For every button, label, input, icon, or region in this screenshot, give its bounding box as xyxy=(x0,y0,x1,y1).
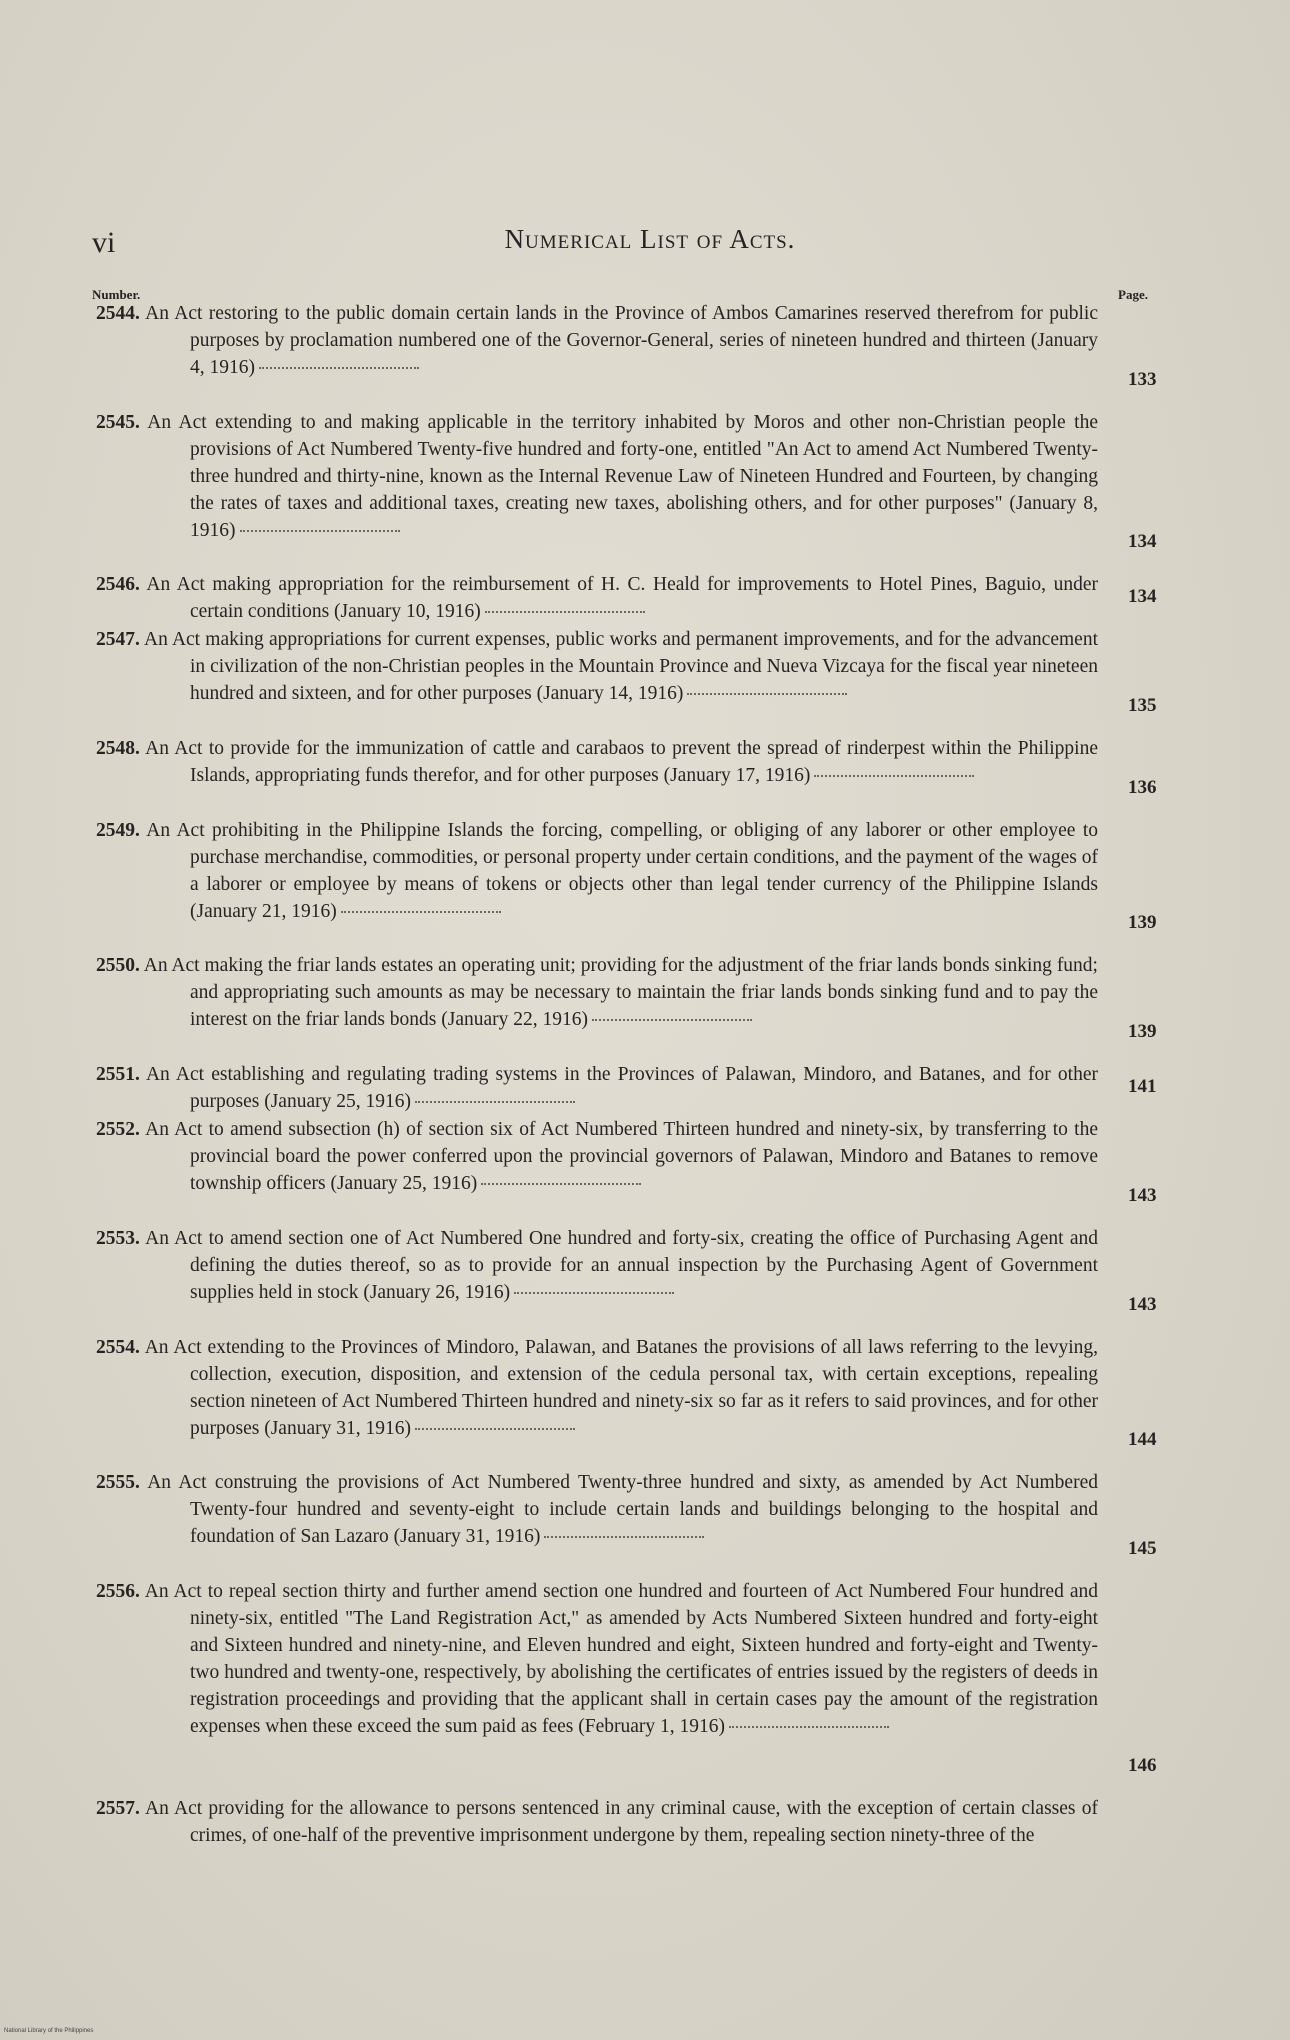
act-description: An Act making appropriation for the reimbursement of H. C. Heald for improvements to Hotel Pines, Baguio, under certain conditions (January 10, 1916) xyxy=(146,574,1098,622)
act-description: An Act making appropriations for current expenses, public works and permanent improvements, and for the advancement in civilization of the non-Christian peoples in the Mountain Province and Nueva Vizcaya for the fiscal year nineteen hundred and sixteen, and for other purposes (January 14, 1916) xyxy=(144,629,1098,704)
act-page-number: 144 xyxy=(1128,1429,1157,1450)
number-column-heading: Number. xyxy=(92,287,141,302)
act-entry xyxy=(0,300,1290,409)
act-number: 2551. xyxy=(96,1064,140,1085)
act-number: 2546. xyxy=(96,574,140,595)
act-entry xyxy=(0,952,1290,1061)
act-entry xyxy=(0,1116,1290,1225)
act-page-number: 146 xyxy=(1128,1755,1157,1776)
leader-dots xyxy=(485,611,645,613)
act-number: 2545. xyxy=(96,412,140,433)
act-description: An Act to amend section one of Act Numbered One hundred and forty-six, creating the office of Purchasing Agent and defining the duties thereof, so as to provide for an annual inspection by the Purchasing Agent of Government supplies held in stock (January 26, 1916) xyxy=(145,1228,1098,1303)
act-page-number: 141 xyxy=(1128,1076,1157,1097)
act-page-number: 134 xyxy=(1128,531,1157,552)
act-description: An Act restoring to the public domain certain lands in the Province of Ambos Camarines reserved therefrom for public purposes by proclamation numbered one of the Governor-General, series of nineteen hundred and thirteen (January 4, 1916) xyxy=(145,303,1098,378)
act-number: 2550. xyxy=(96,955,140,976)
act-number: 2555. xyxy=(96,1472,140,1493)
act-entry-text xyxy=(96,1578,1098,1740)
leader-dots xyxy=(481,1183,641,1185)
library-stamp: National Library of the Philippines xyxy=(4,2028,94,2034)
act-entry-text xyxy=(96,1334,1098,1442)
act-number: 2548. xyxy=(96,738,140,759)
act-entry-text xyxy=(96,571,1098,625)
act-number: 2556. xyxy=(96,1581,140,1602)
leader-dots xyxy=(687,693,847,695)
act-page-number: 139 xyxy=(1128,1021,1157,1042)
act-entry xyxy=(0,1225,1290,1334)
act-description: An Act making the friar lands estates an operating unit; providing for the adjustment of the friar lands bonds sinking fund; and appropriating such amounts as may be necessary to maintain the friar lands bonds sinking fund and to pay the interest on the friar lands bonds (January 22, 1916) xyxy=(143,955,1098,1030)
act-number: 2557. xyxy=(96,1798,140,1819)
act-description: An Act extending to and making applicable in the territory inhabited by Moros and other non-Christian people the provisions of Act Numbered Twenty-five hundred and forty-one, entitled "An Act to amend Act Numbered Twenty-three hundred and thirty-nine, known as the Internal Revenue Law of Nineteen Hundred and Fourteen, by changing the rates of taxes and additional taxes, creating new taxes, abolishing others, and for other purposes" (January 8, 1916) xyxy=(147,412,1098,541)
act-number: 2549. xyxy=(96,820,140,841)
act-page-number: 136 xyxy=(1128,777,1157,798)
act-description: An Act to amend subsection (h) of section six of Act Numbered Thirteen hundred and ninety-six, by transferring to the provincial board the power conferred upon the provincial governors of Palawan, Mindoro and Batanes to remove township officers (January 25, 1916) xyxy=(145,1119,1098,1194)
act-description: An Act establishing and regulating trading systems in the Provinces of Palawan, Mindoro, and Batanes, and for other purposes (January 25, 1916) xyxy=(145,1064,1098,1112)
act-entry-text xyxy=(96,1225,1098,1306)
leader-dots xyxy=(415,1101,575,1103)
act-page-number: 134 xyxy=(1128,586,1157,607)
act-entry xyxy=(0,626,1290,735)
leader-dots xyxy=(814,775,974,777)
act-page-number: 139 xyxy=(1128,912,1157,933)
act-description: An Act to provide for the immunization of cattle and carabaos to prevent the spread of rinderpest within the Philippine Islands, appropriating funds therefor, and for other purposes (January 17, 1916) xyxy=(145,738,1098,786)
act-entry xyxy=(0,735,1290,817)
act-entry-text xyxy=(96,626,1098,707)
leader-dots xyxy=(514,1292,674,1294)
act-description: An Act to repeal section thirty and further amend section one hundred and fourteen of Act Numbered Four hundred and ninety-six, entitled "The Land Registration Act," as amended by Acts Numbered Sixteen hundred and forty-eight and Sixteen hundred and ninety-nine, and Eleven hundred and eight, Sixteen hundred and forty-eight and Twenty-two hundred and twenty-one, respectively, by abolishing the certificates of entries issued by the registers of deeds in registration proceedings and providing that the applicant shall in certain cases pay the amount of the registration expenses when these exceed the sum paid as fees (February 1, 1916) xyxy=(144,1581,1098,1737)
page-column-heading: Page. xyxy=(1118,287,1148,302)
act-description: An Act extending to the Provinces of Mindoro, Palawan, and Batanes the provisions of all laws referring to the levying, collection, execution, disposition, and extension of the cedula personal tax, with certain exceptions, repealing section nineteen of Act Numbered Thirteen hundred and ninety-six so far as it refers to said provinces, and for other purposes (January 31, 1916) xyxy=(144,1337,1098,1439)
leader-dots xyxy=(729,1726,889,1728)
act-entry-text xyxy=(96,1469,1098,1550)
act-page-number: 135 xyxy=(1128,695,1157,716)
leader-dots xyxy=(415,1428,575,1430)
act-number: 2544. xyxy=(96,303,140,324)
act-page-number: 143 xyxy=(1128,1185,1157,1206)
act-number: 2553. xyxy=(96,1228,140,1249)
act-entry xyxy=(0,1469,1290,1578)
act-entry-text xyxy=(96,300,1098,381)
act-number: 2554. xyxy=(96,1337,140,1358)
act-entry xyxy=(0,409,1290,571)
act-entry-text xyxy=(96,1795,1098,1849)
act-entry-text xyxy=(96,409,1098,544)
act-description: An Act construing the provisions of Act Numbered Twenty-three hundred and sixty, as amended by Act Numbered Twenty-four hundred and seventy-eight to include certain lands and buildings belonging to the hospital and foundation of San Lazaro (January 31, 1916) xyxy=(147,1472,1098,1547)
leader-dots xyxy=(592,1019,752,1021)
act-page-number: 133 xyxy=(1128,369,1157,390)
leader-dots xyxy=(544,1536,704,1538)
act-entry xyxy=(0,1334,1290,1469)
act-number: 2552. xyxy=(96,1119,140,1140)
page-folio: vi xyxy=(92,226,116,259)
act-description: An Act providing for the allowance to persons sentenced in any criminal cause, with the exception of certain classes of crimes, of one-half of the preventive imprisonment undergone by them, repealing section ninety-three of the xyxy=(145,1798,1098,1846)
act-entry-text xyxy=(96,952,1098,1033)
leader-dots xyxy=(259,367,419,369)
act-page-number: 143 xyxy=(1128,1294,1157,1315)
act-entry xyxy=(0,1061,1290,1116)
leader-dots xyxy=(341,911,501,913)
leader-dots xyxy=(240,530,400,532)
act-entry-text xyxy=(96,735,1098,789)
acts-list xyxy=(0,300,1290,1875)
act-entry xyxy=(0,1795,1290,1875)
page-title: Numerical List of Acts. xyxy=(504,224,796,254)
act-entry-text xyxy=(96,1116,1098,1197)
act-entry xyxy=(0,1578,1290,1795)
act-number: 2547. xyxy=(96,629,140,650)
act-page-number: 145 xyxy=(1128,1538,1157,1559)
act-entry xyxy=(0,571,1290,626)
act-entry xyxy=(0,817,1290,952)
act-entry-text xyxy=(96,817,1098,925)
act-entry-text xyxy=(96,1061,1098,1115)
act-description: An Act prohibiting in the Philippine Islands the forcing, compelling, or obliging of any laborer or other employee to purchase merchandise, commodities, or personal property under certain conditions, and the payment of the wages of a laborer or employee by means of tokens or objects other than legal tender currency of the Philippine Islands (January 21, 1916) xyxy=(146,820,1098,922)
